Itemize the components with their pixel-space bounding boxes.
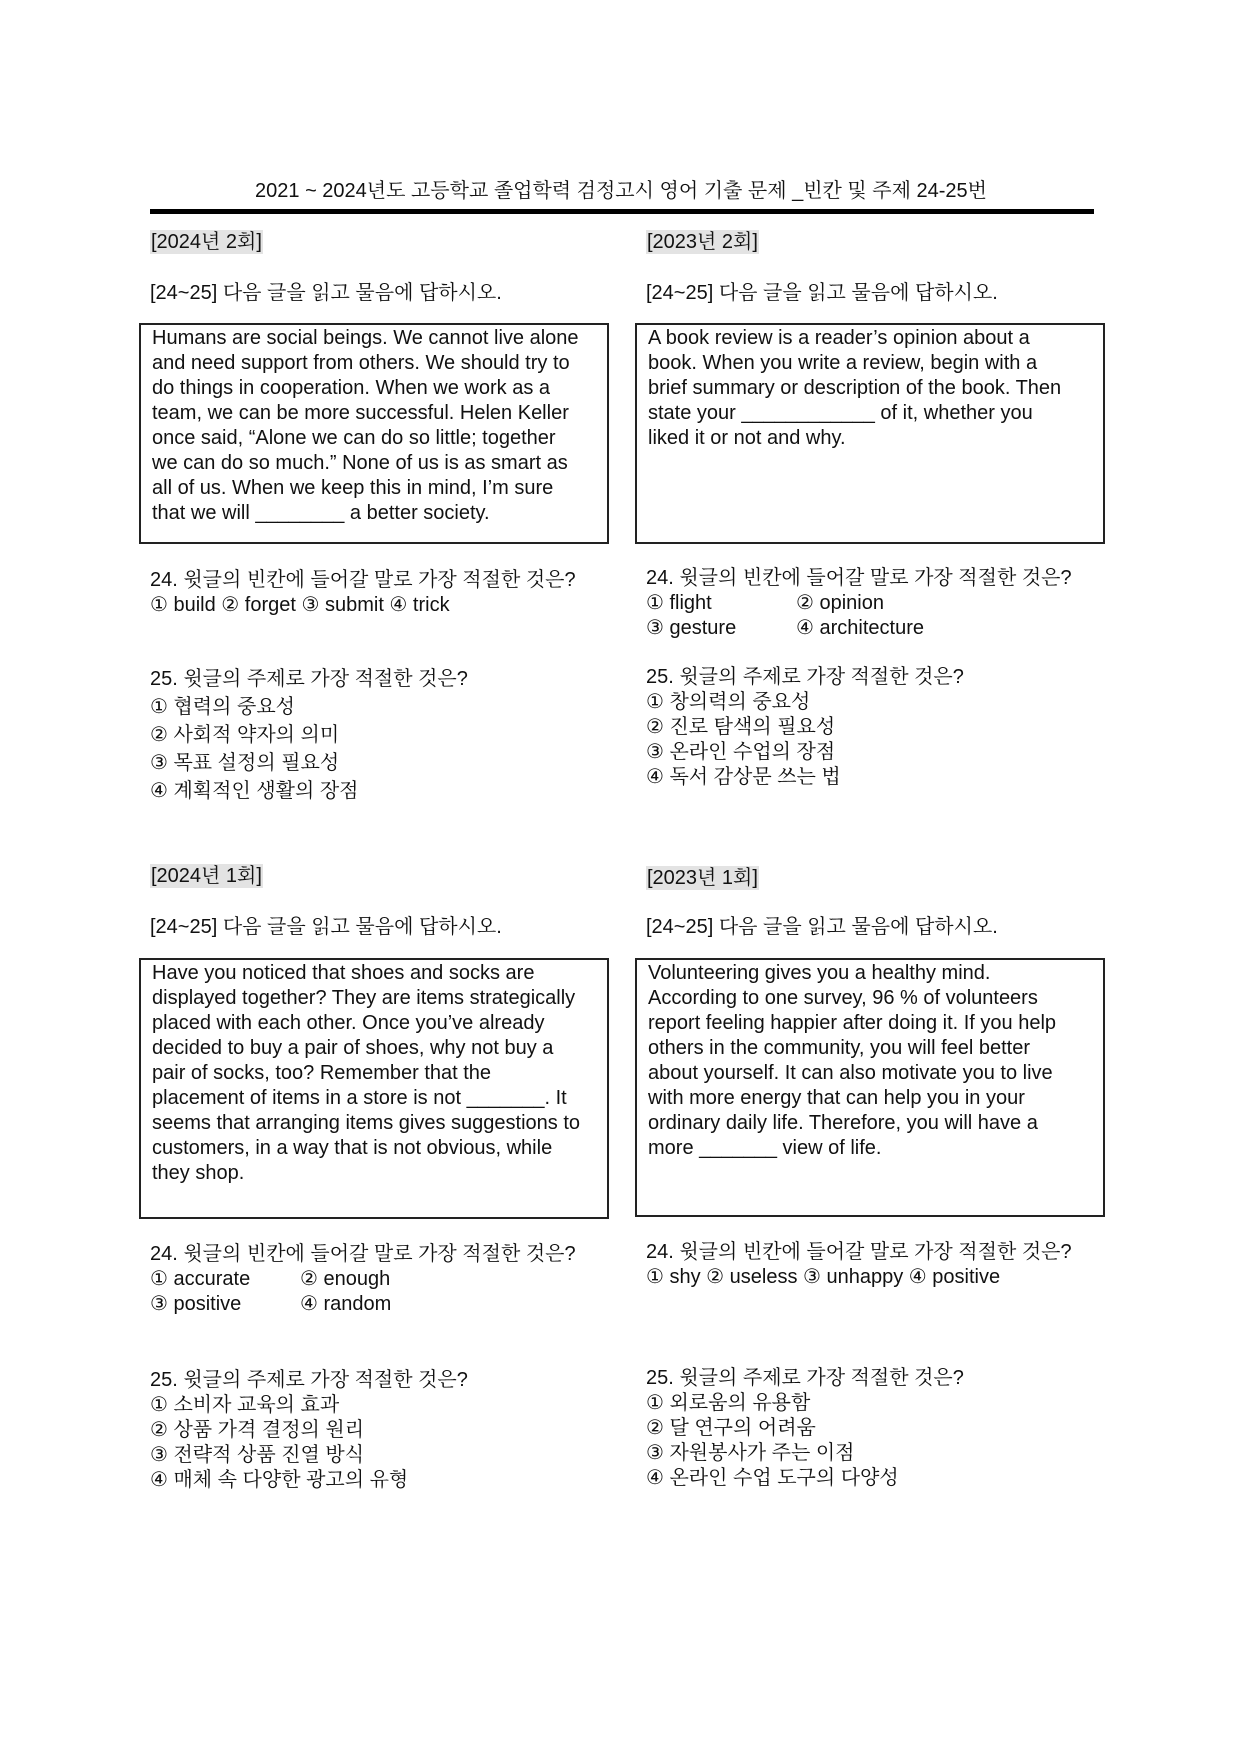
- option-2: ② opinion: [796, 592, 884, 614]
- option-1: ① 협력의 중요성: [150, 696, 295, 718]
- question-24-text: 24. 윗글의 빈칸에 들어갈 말로 가장 적절한 것은?: [646, 567, 1072, 589]
- option-1: ① 외로움의 유용함: [646, 1392, 811, 1414]
- question-24-text: 24. 윗글의 빈칸에 들어갈 말로 가장 적절한 것은?: [150, 569, 576, 591]
- option-1: ① flight: [646, 592, 712, 614]
- instruction: [24~25] 다음 글을 읽고 물음에 답하시오.: [150, 282, 502, 304]
- option-4: ④ architecture: [796, 617, 924, 639]
- option-3: ③ 자원봉사가 주는 이점: [646, 1442, 855, 1464]
- option-1: ① 창의력의 중요성: [646, 691, 811, 713]
- question-24: [646, 566, 1072, 641]
- question-24-text: 24. 윗글의 빈칸에 들어갈 말로 가장 적절한 것은?: [150, 1243, 576, 1265]
- question-25: [150, 667, 468, 807]
- option-2: ② 사회적 약자의 의미: [150, 724, 340, 746]
- option-2: ② 진로 탐색의 필요성: [646, 716, 836, 738]
- option-4: ④ random: [300, 1293, 392, 1315]
- instruction: [24~25] 다음 글을 읽고 물음에 답하시오.: [646, 282, 998, 304]
- exam-tag: [2023년 1회]: [647, 867, 758, 889]
- option-1: ① 소비자 교육의 효과: [150, 1394, 340, 1416]
- question-25-text: 25. 윗글의 주제로 가장 적절한 것은?: [646, 666, 964, 688]
- passage-box: [635, 958, 1105, 1217]
- page-title: 2021 ~ 2024년도 고등학교 졸업학력 검정고시 영어 기출 문제 _빈칸 및 주제 24-25번: [255, 180, 987, 202]
- question-24: [150, 1242, 576, 1317]
- question-25: [150, 1368, 468, 1493]
- passage-box: [139, 958, 609, 1219]
- exam-tag: [2024년 2회]: [151, 231, 262, 253]
- question-24: [646, 1240, 1072, 1290]
- option-2: ② 상품 가격 결정의 원리: [150, 1419, 365, 1441]
- exam-tag: [2023년 2회]: [647, 231, 758, 253]
- option-2: ② 달 연구의 어려움: [646, 1417, 816, 1439]
- option-4: ④ 계획적인 생활의 장점: [150, 780, 359, 802]
- question-24-options: [150, 1267, 576, 1317]
- option-3: ③ positive: [150, 1293, 242, 1315]
- question-25: [646, 665, 964, 790]
- instruction: [24~25] 다음 글을 읽고 물음에 답하시오.: [646, 916, 998, 938]
- passage-text: Humans are social beings. We cannot live alone and need support from others. We should try to do things in cooperation. When we work as a team, we can be more successful. Helen Keller once said, “Alone we can do so little; together we can do so much.” None of us is as smart as all of us. When we keep this in mind, I’m sure that we will ________ a better society.: [152, 327, 579, 524]
- question-24: [150, 568, 576, 618]
- title-divider: [150, 209, 1094, 214]
- question-25-text: 25. 윗글의 주제로 가장 적절한 것은?: [150, 1369, 468, 1391]
- passage-box: [635, 323, 1105, 544]
- instruction: [24~25] 다음 글을 읽고 물음에 답하시오.: [150, 916, 502, 938]
- option-4: ④ 독서 감상문 쓰는 법: [646, 766, 841, 788]
- option-3: ③ 온라인 수업의 장점: [646, 741, 836, 763]
- passage-text: Volunteering gives you a healthy mind. According to one survey, 96 % of volunteers report feeling happier after doing it. If you help others in the community, you will feel better about yourself. It can also motivate you to live with more energy that can help you in your ordinary daily life. Therefore, you will have a more _______ view of life.: [648, 962, 1057, 1159]
- option-3: ③ 전략적 상품 진열 방식: [150, 1444, 365, 1466]
- question-25-text: 25. 윗글의 주제로 가장 적절한 것은?: [646, 1367, 964, 1389]
- option-1: ① accurate: [150, 1268, 251, 1290]
- passage-box: [139, 323, 609, 544]
- passage-text: A book review is a reader’s opinion about a book. When you write a review, begin with a brief summary or description of the book. Then state your ____________ of it, whether you liked it or not and why.: [648, 327, 1062, 449]
- question-24-options: [646, 591, 1072, 641]
- option-4: ④ 온라인 수업 도구의 다양성: [646, 1467, 899, 1489]
- question-25: [646, 1366, 964, 1491]
- question-24-text: 24. 윗글의 빈칸에 들어갈 말로 가장 적절한 것은?: [646, 1241, 1072, 1263]
- option-2: ② enough: [300, 1268, 391, 1290]
- question-25-text: 25. 윗글의 주제로 가장 적절한 것은?: [150, 668, 468, 690]
- option-4: ④ 매체 속 다양한 광고의 유형: [150, 1469, 409, 1491]
- option-3: ③ gesture: [646, 617, 737, 639]
- option-3: ③ 목표 설정의 필요성: [150, 752, 340, 774]
- exam-tag: [2024년 1회]: [151, 865, 262, 887]
- question-24-options: ① shy ② useless ③ unhappy ④ positive: [646, 1266, 1001, 1288]
- question-24-options: ① build ② forget ③ submit ④ trick: [150, 594, 450, 616]
- passage-text: Have you noticed that shoes and socks are displayed together? They are items strategically placed with each other. Once you’ve already decided to buy a pair of shoes, why not buy a pair of socks, too? Remember that the placement of items in a store is not _______. It seems that arranging items gives suggestions to customers, in a way that is not obvious, while they shop.: [152, 962, 580, 1184]
